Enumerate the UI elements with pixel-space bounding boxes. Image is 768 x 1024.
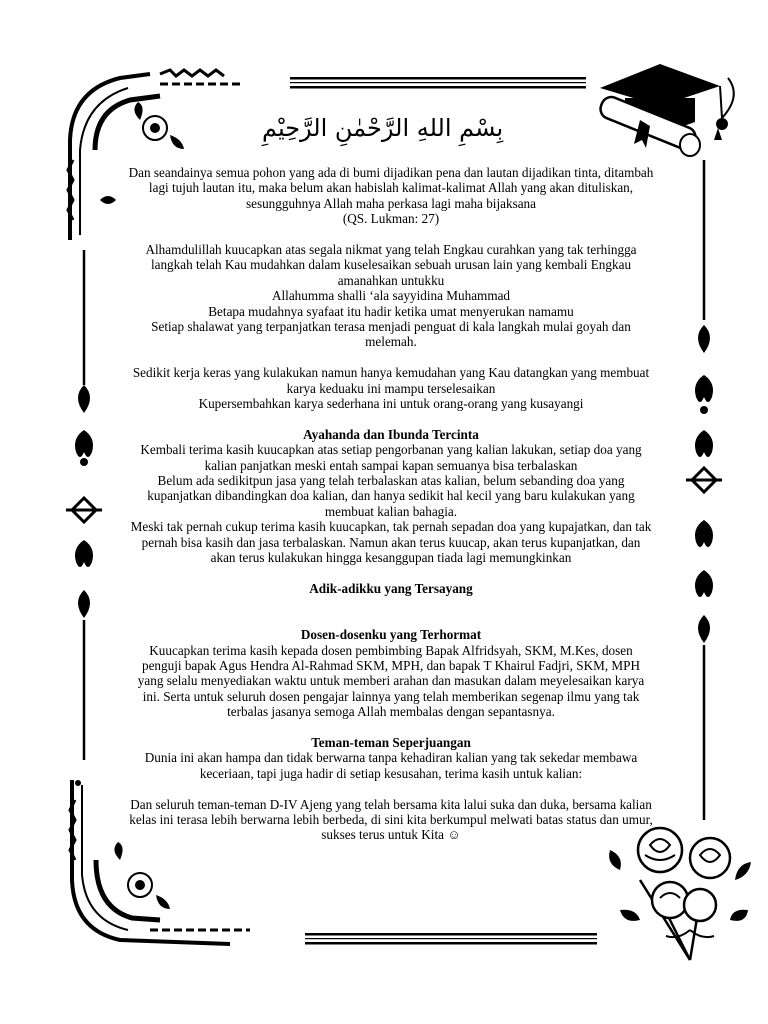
gratitude-line: amanahkan untukku [337, 272, 445, 288]
quote-line: lagi tujuh lautan itu, maka belum akan habislah kalimat-kalimat Allah yang akan dituliskan, [148, 180, 634, 196]
parents-line: Kembali terima kasih kuucapkan atas setiap pengorbanan yang kalian lakukan, setiap doa yang [140, 442, 642, 458]
parents-line: Belum ada sedikitpun jasa yang telah terbalaskan atas kalian, belum sebanding doa yang [157, 473, 625, 489]
gratitude-line: langkah telah Kau mudahkan dalam kuselesaikan sebuah urusan lain yang kembali Engkau [150, 257, 632, 273]
closing-line: sukses terus untuk Kita ☺ [321, 827, 461, 843]
dedication-line: karya keduaku ini mampu terselesaikan [286, 380, 496, 396]
dedication-line: Kupersembahkan karya sederhana ini untuk orang-orang yang kusayangi [198, 396, 584, 412]
vertical-ornament-icon [686, 160, 722, 820]
gratitude-line: melemah. [365, 334, 417, 350]
closing-line: Dan seluruh teman-teman D-IV Ajeng yang telah bersama kita lalui suka dan duka, bersama kalian [130, 796, 652, 812]
vertical-ornament-icon [66, 250, 102, 760]
lecturers-line: yang selalu menyediakan waktu untuk memberi arahan dan masukan dalam meyelesaikan karya [137, 673, 645, 689]
gratitude-line: Setiap shalawat yang terpanjatkan terasa menjadi penguat di kala langkah mulai goyah dan [151, 319, 631, 335]
parents-heading: Ayahanda dan Ibunda Tercinta [303, 426, 479, 442]
quote-citation: (QS. Lukman: 27) [342, 211, 440, 227]
gratitude-line: Alhamdulillah kuucapkan atas segala nikmat yang telah Engkau curahkan yang tak terhingga [145, 242, 637, 258]
lecturers-line: terbalas jasanya semoga Allah membalas dengan sepantasnya. [227, 704, 555, 720]
lecturers-line: ini. Serta untuk seluruh dosen pengajar lainnya yang telah memberikan segenap ilmu yang tak [142, 688, 640, 704]
bismillah-calligraphy: بِسْمِ اللهِ الرَّحْمٰنِ الرَّحِيْمِ [262, 114, 504, 142]
quote-line: Dan seandainya semua pohon yang ada di bumi dijadikan pena dan lautan dijadikan tinta, ditambah [128, 165, 654, 180]
parents-line: kalian panjatkan meski entah sampai kapan semuanya bisa terbalaskan [204, 457, 578, 473]
friends-line: keceriaan, tapi juga hadir di setiap kesusahan, terima kasih untuk kalian: [199, 765, 583, 781]
dedication-line: Sedikit kerja keras yang kulakukan namun hanya kemudahan yang Kau datangkan yang membuat [132, 365, 650, 381]
gratitude-line: Allahumma shalli ‘ala sayyidina Muhammad [271, 288, 511, 304]
bottom-divider [305, 933, 597, 945]
parents-line: akan terus kulakukan hingga kesanggupan tiada lagi memungkinkan [210, 550, 572, 566]
friends-heading: Teman-teman Seperjuangan [311, 734, 471, 750]
lecturers-heading: Dosen-dosenku yang Terhormat [300, 627, 482, 643]
top-divider [290, 77, 586, 89]
document-body [108, 165, 674, 843]
quote-line: sesungguhnya Allah maha perkasa lagi maha bijaksana [245, 195, 537, 211]
rose-bouquet-icon [609, 828, 751, 960]
lecturers-line: penguji bapak Agus Hendra Al-Rahmad SKM, MPH, dan bapak T Khairul Fadjri, SKM, MPH [141, 657, 641, 673]
parents-line: Meski tak pernah cukup terima kasih kuucapkan, tak pernah sepadan doa yang kupajatkan, dan tak [130, 519, 652, 535]
parents-line: kupanjatkan dibandingkan doa kalian, dan hanya sedikit hal kecil yang baru kulakukan yang [147, 488, 635, 504]
parents-line: membuat kalian bahagia. [324, 503, 458, 519]
closing-line: kelas ini terasa lebih berwarna lebih berbeda, di sini kita berkumpul melwati batas status dan umur, [129, 811, 653, 827]
parents-line: pernah bisa kasih dan jasa terbalaskan. Namun akan terus kuucap, akan terus kupanjatkan, dan [141, 534, 641, 550]
siblings-heading: Adik-adikku yang Tersayang [309, 580, 473, 596]
gratitude-line: Betapa mudahnya syafaat itu hadir ketika umat menyerukan namamu [208, 303, 574, 319]
friends-line: Dunia ini akan hampa dan tidak berwarna tanpa kehadiran kalian yang tak sekedar membawa [144, 750, 638, 766]
lecturers-line: Kuucapkan terima kasih kepada dosen pembimbing Bapak Alfridsyah, SKM, M.Kes, dosen [149, 642, 633, 658]
